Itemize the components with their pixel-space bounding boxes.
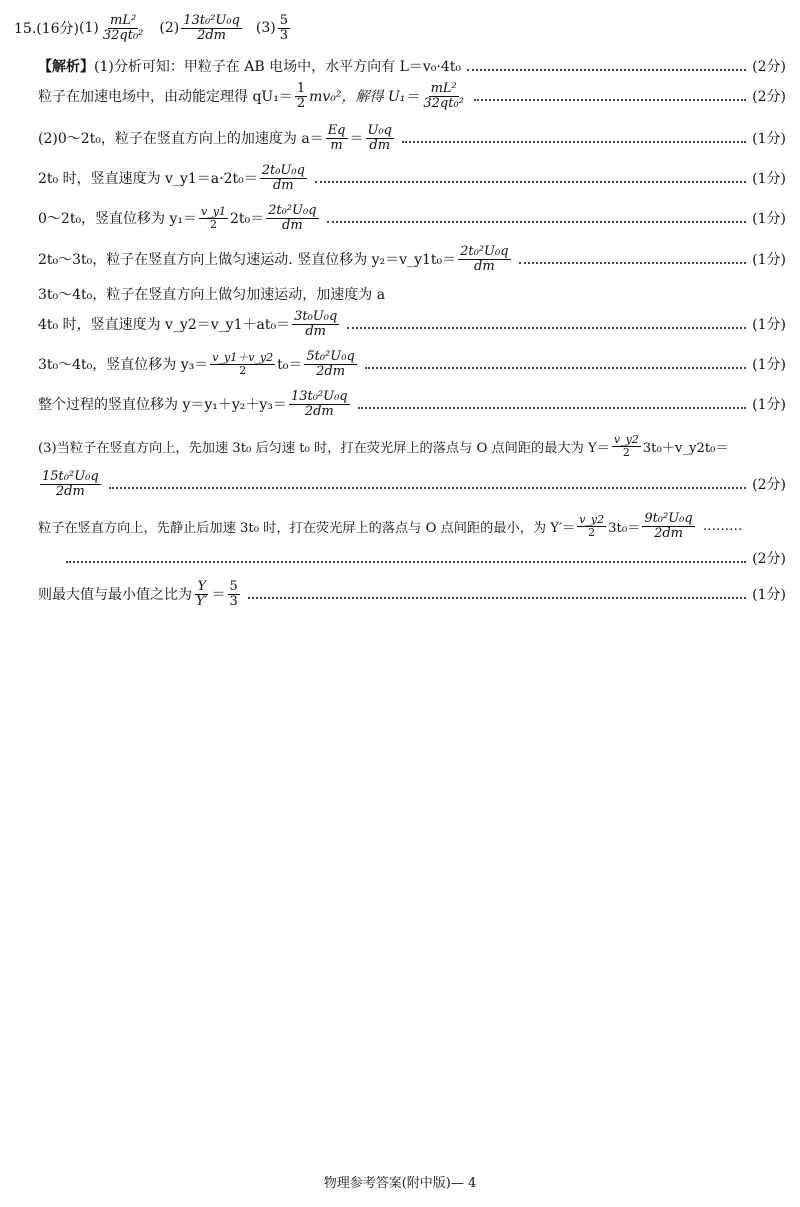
analysis-tag: 【解析】 xyxy=(38,59,94,75)
solution-line-9: 3t₀～4t₀，竖直位移为 y₃＝ $\frac{v\_y1+v\_y2}{2}$ t₀＝ $\frac{\text{5t₀²U₀q}}{2dm}$ (1分) xyxy=(38,349,786,379)
fraction: $\frac{\text{5t₀²U₀q}}{2dm}$ xyxy=(306,349,355,379)
points: (1分) xyxy=(752,317,786,334)
fraction: $\frac{v\_y1+v\_y2}{2}$ xyxy=(212,351,274,377)
fraction: $\frac{\text{9t₀²U₀q}}{2dm}$ xyxy=(644,511,693,541)
fraction: $\frac{\text{13t₀²U₀q}}{2dm}$ xyxy=(183,13,240,43)
points: (2分) xyxy=(752,477,786,494)
fraction: $\frac{\text{2t₀²U₀q}}{dm}$ xyxy=(460,244,509,274)
points: (2分) xyxy=(752,59,786,75)
solution-line-3: (2)0～2t₀，粒子在竖直方向上的加速度为 a＝ $\frac{Eq}{m}$ ＝ $\frac{\text{U₀q}}{dm}$ (1分) xyxy=(38,123,786,153)
fraction: $\frac{v\_y1}{2}$ xyxy=(201,205,226,231)
solution-line-1: 【解析】 (1)分析可知：甲粒子在 AB 电场中，水平方向有 L＝v₀·4t₀ (2分) xyxy=(38,56,786,76)
solution-line-15: 则最大值与最小值之比为 $\frac{Y}{Y'}$ ＝ $\frac{5}{3}$ (1分) xyxy=(38,579,786,609)
fraction: $\frac{\text{mL²}}{\text{32qt₀²}}$ xyxy=(102,13,144,43)
solution-line-14 xyxy=(38,548,786,568)
page-footer: 物理参考答案(附中版)— 4 xyxy=(323,1176,477,1191)
dot-leader xyxy=(358,407,747,409)
question-number: 15.(16分) xyxy=(14,21,80,38)
points: (1分) xyxy=(752,397,786,414)
fraction: $\frac{\text{2t₀U₀q}}{dm}$ xyxy=(261,163,305,193)
dot-leader xyxy=(66,561,746,563)
dot-leader xyxy=(347,327,746,329)
solution-line-5: 0～2t₀，竖直位移为 y₁＝ $\frac{v\_y1}{2}$ 2t₀＝ $\frac{\text{2t₀²U₀q}}{dm}$ (1分) xyxy=(38,203,786,233)
fraction: $\frac{v\_y2}{2}$ xyxy=(613,433,639,459)
points: (2分) xyxy=(752,89,786,106)
fraction: $\frac{\text{mL²}}{\text{32qt₀²}}$ xyxy=(423,81,464,111)
points: (1分) xyxy=(752,131,786,148)
dot-leader xyxy=(519,262,747,264)
fraction: $\frac{5}{3}$ xyxy=(229,579,238,609)
fraction: $\frac{\text{15t₀²U₀q}}{2dm}$ xyxy=(42,469,99,499)
points: (1分) xyxy=(752,252,786,269)
dot-leader xyxy=(467,69,746,71)
points: (1分) xyxy=(752,171,786,188)
fraction: $\frac{5}{3}$ xyxy=(279,13,289,43)
solution-line-10: 整个过程的竖直位移为 y＝y₁＋y₂＋y₃＝ $\frac{\text{13t₀²U₀q}}{2dm}$ (1分) xyxy=(38,389,786,419)
dot-leader xyxy=(365,367,746,369)
points: (1分) xyxy=(752,211,786,228)
question-header xyxy=(14,14,304,42)
answer-part-3: (3) $\frac{5}{3}$ xyxy=(255,13,289,43)
points: (1分) xyxy=(752,587,786,604)
solution-line-2: 粒子在加速电场中，由动能定理得 qU₁＝ $\frac{1}{2}$ mv₀²，解得 U₁＝ $\frac{\text{mL²}}{\text{32qt₀²}}$ (2分) xyxy=(38,81,786,111)
dot-leader xyxy=(248,597,746,599)
dot-leader xyxy=(315,181,746,183)
fraction: $\frac{Y}{Y'}$ xyxy=(196,579,208,609)
fraction: $\frac{\text{2t₀²U₀q}}{dm}$ xyxy=(268,203,317,233)
solution-line-4: 2t₀ 时，竖直速度为 v_y1＝a·2t₀＝ $\frac{\text{2t₀U₀q}}{dm}$ (1分) xyxy=(38,163,786,193)
fraction: $\frac{\text{13t₀²U₀q}}{2dm}$ xyxy=(290,389,348,419)
answer-part-1: (1) $\frac{\text{mL²}}{\text{32qt₀²}}$ xyxy=(79,13,144,43)
fraction: $\frac{\text{3t₀U₀q}}{dm}$ xyxy=(294,309,338,339)
solution-line-13: 粒子在竖直方向上，先静止后加速 3t₀ 时，打在荧光屏上的落点与 O 点间距的最小，为 Y′＝ $\frac{v\_y2}{2}$ 3t₀＝ $\frac{\text{9t₀²U₀q}}{2dm}$ ……… xyxy=(38,511,743,541)
solution-line-8: 4t₀ 时，竖直速度为 v_y2＝v_y1＋at₀＝ $\frac{\text{3t₀U₀q}}{dm}$ (1分) xyxy=(38,309,786,339)
points: (2分) xyxy=(752,551,786,567)
dot-leader xyxy=(327,221,747,223)
answer-part-2: (2) $\frac{\text{13t₀²U₀q}}{2dm}$ xyxy=(159,13,240,43)
dot-leader xyxy=(402,141,746,143)
solution-line-7: 3t₀～4t₀，粒子在竖直方向上做匀加速运动，加速度为 a xyxy=(38,287,386,303)
dot-leader xyxy=(474,99,746,101)
fraction: $\frac{1}{2}$ xyxy=(296,81,306,111)
solution-line-12 xyxy=(38,470,786,498)
solution-line-11: (3)当粒子在竖直方向上，先加速 3t₀ 后匀速 t₀ 时，打在荧光屏上的落点与 O 点间距的最大为 Y＝ $\frac{v\_y2}{2}$ 3t₀＋v_y2t₀＝ xyxy=(38,433,729,459)
fraction: $\frac{Eq}{m}$ xyxy=(327,123,346,153)
fraction: $\frac{\text{U₀q}}{dm}$ xyxy=(367,123,392,153)
fraction: $\frac{v\_y2}{2}$ xyxy=(579,513,605,539)
solution-line-6: 2t₀～3t₀，粒子在竖直方向上做匀速运动. 竖直位移为 y₂＝v_y1t₀＝ $\frac{\text{2t₀²U₀q}}{dm}$ (1分) xyxy=(38,244,786,274)
points: (1分) xyxy=(752,357,786,374)
dot-leader xyxy=(109,487,746,489)
